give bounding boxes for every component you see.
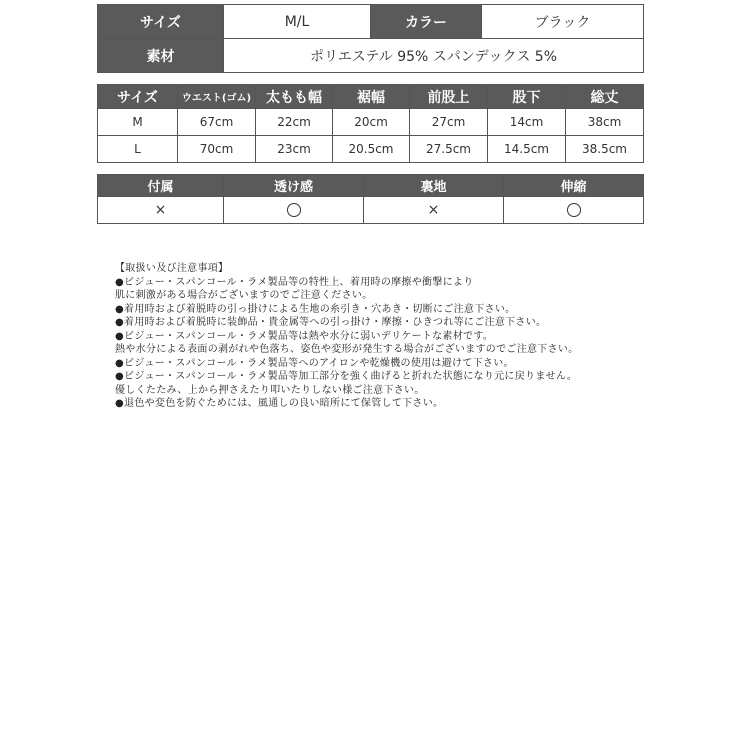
table-cell: L [98, 136, 178, 163]
table-row [98, 197, 644, 224]
table-cell: 14.5cm [488, 136, 566, 163]
note-line: 肌に刺激がある場合がございますのでご注意ください。 [115, 290, 373, 301]
table-cell: 20cm [333, 109, 410, 136]
size-table-header-cell: 太もも幅 [256, 85, 333, 109]
size-table-header [98, 85, 644, 109]
size-table-header-cell: 裾幅 [333, 85, 410, 109]
note-line: ●退色や変色を防ぐためには、風通しの良い暗所にて保管して下さい。 [115, 398, 444, 409]
size-table [97, 84, 644, 163]
size-table-header-cell: ウエスト(ゴム) [178, 85, 256, 109]
notes-title: 【取扱い及び注意事項】 [115, 263, 229, 274]
table-cell: 20.5cm [333, 136, 410, 163]
material-label: 素材 [98, 39, 224, 73]
feature-table-header [98, 175, 644, 197]
size-table-header-cell: サイズ [98, 85, 178, 109]
table-cell: 67cm [178, 109, 256, 136]
note-line: ●ビジュー・スパンコール・ラメ製品等の特性上、着用時の摩擦や衝撃により [115, 276, 474, 288]
note-line: ●ビジュー・スパンコール・ラメ製品等加工部分を強く曲げると折れた状態になり元に戻りません。 [115, 371, 578, 382]
spec-table [97, 4, 644, 73]
note-line: ●着用時および着脱時に装飾品・貴金属等への引っ掛け・摩擦・ひきつれ等にご注意下さい。 [115, 317, 547, 328]
table-row [98, 109, 644, 136]
size-label: サイズ [98, 5, 224, 39]
feature-value-sheerness [224, 197, 364, 224]
table-cell: 70cm [178, 136, 256, 163]
size-table-header-cell: 前股上 [410, 85, 488, 109]
table-cell: 27cm [410, 109, 488, 136]
size-table-header-cell: 総丈 [566, 85, 644, 109]
note-line: 熱や水分による表面の剥がれや色落ち、姿色や変形が発生する場合がございますのでご注意下さい。 [115, 344, 579, 355]
note-line: 優しくたたみ、上から押さえたり叩いたりしない様ご注意下さい。 [115, 384, 425, 396]
table-cell: 38.5cm [566, 136, 644, 163]
feature-header-stretch: 伸縮 [504, 175, 644, 197]
feature-header-accessory: 付属 [98, 175, 224, 197]
feature-table [97, 174, 644, 224]
note-line: ●ビジュー・スパンコール・ラメ製品等へのアイロンや乾燥機の使用は避けて下さい。 [115, 357, 514, 369]
table-cell: M [98, 109, 178, 136]
note-line: ●着用時および着脱時の引っ掛けによる生地の糸引き・穴あき・切断にご注意下さい。 [115, 303, 516, 315]
size-table-header-cell: 股下 [488, 85, 566, 109]
circle-icon [567, 203, 581, 217]
table-cell: 27.5cm [410, 136, 488, 163]
size-value: M/L [224, 5, 371, 39]
care-notes [115, 262, 635, 411]
note-line: ●ビジュー・スパンコール・ラメ製品等は熱や水分に弱いデリケートな素材です。 [115, 330, 494, 342]
material-value: ポリエステル 95% スパンデックス 5% [224, 39, 644, 73]
table-cell: 14cm [488, 109, 566, 136]
color-label: カラー [371, 5, 482, 39]
table-cell: 38cm [566, 109, 644, 136]
feature-header-lining: 裏地 [364, 175, 504, 197]
feature-value-lining: × [364, 197, 504, 224]
table-row [98, 136, 644, 163]
feature-value-accessory: × [98, 197, 224, 224]
table-cell: 22cm [256, 109, 333, 136]
color-value: ブラック [482, 5, 644, 39]
table-cell: 23cm [256, 136, 333, 163]
feature-header-sheerness: 透け感 [224, 175, 364, 197]
feature-value-stretch [504, 197, 644, 224]
circle-icon [287, 203, 301, 217]
